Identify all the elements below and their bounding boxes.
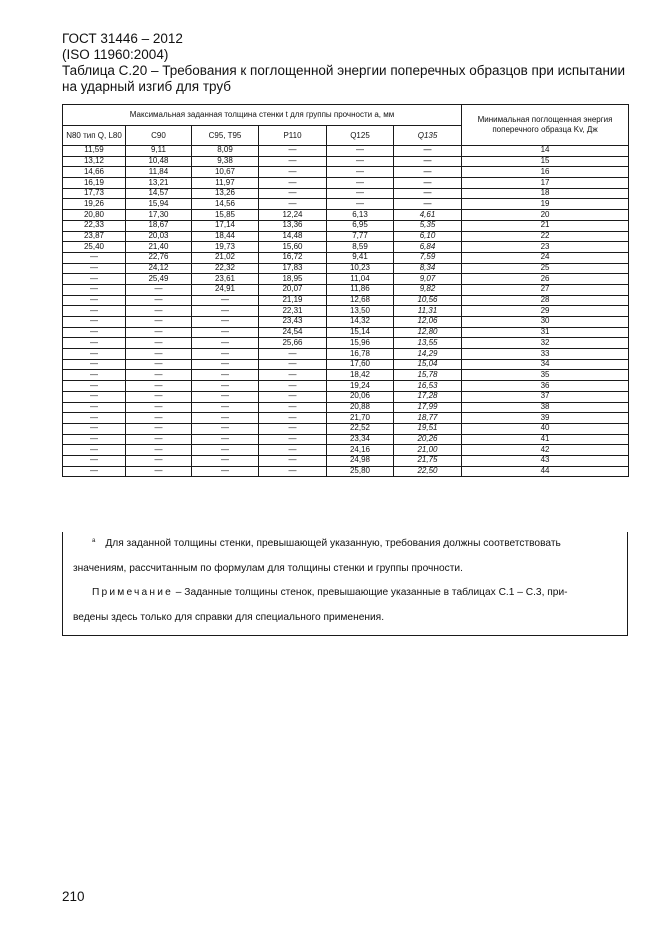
thickness-cell: 9,07: [394, 274, 462, 285]
thickness-cell: 15,96: [327, 338, 394, 349]
thickness-cell: 15,04: [394, 359, 462, 370]
table-row: [63, 146, 629, 157]
thickness-cell: 10,56: [394, 295, 462, 306]
footnote-text-1: Для заданной толщины стенки, превышающей указанную, требования должны соответствовать: [105, 538, 561, 549]
thickness-cell: —: [259, 466, 327, 477]
thickness-cell: —: [192, 306, 259, 317]
thickness-cell: 6,13: [327, 210, 394, 221]
energy-cell: 25: [462, 263, 629, 274]
table-row: [63, 317, 629, 328]
thickness-cell: 21,70: [327, 413, 394, 424]
table-row: [63, 263, 629, 274]
thickness-cell: 7,77: [327, 231, 394, 242]
thickness-cell: —: [192, 349, 259, 360]
thickness-cell: —: [327, 178, 394, 189]
thickness-cell: 19,26: [63, 199, 126, 210]
table-row: [63, 199, 629, 210]
thickness-cell: 18,42: [327, 370, 394, 381]
thickness-cell: 17,30: [126, 210, 192, 221]
thickness-cell: —: [63, 370, 126, 381]
thickness-cell: 16,19: [63, 178, 126, 189]
thickness-cell: 11,59: [63, 146, 126, 157]
thickness-cell: 20,26: [394, 434, 462, 445]
energy-cell: 16: [462, 167, 629, 178]
thickness-cell: 12,68: [327, 295, 394, 306]
thickness-cell: 22,50: [394, 466, 462, 477]
thickness-cell: 7,59: [394, 252, 462, 263]
thickness-cell: 23,61: [192, 274, 259, 285]
table-row: [63, 338, 629, 349]
thickness-cell: —: [394, 178, 462, 189]
thickness-cell: —: [126, 434, 192, 445]
energy-cell: 26: [462, 274, 629, 285]
thickness-cell: —: [394, 199, 462, 210]
thickness-cell: —: [259, 402, 327, 413]
table-body: [63, 146, 629, 477]
table-row: [63, 349, 629, 360]
thickness-cell: 13,36: [259, 220, 327, 231]
energy-requirements-table: [62, 104, 629, 477]
energy-cell: 31: [462, 327, 629, 338]
energy-cell: 42: [462, 445, 629, 456]
thickness-cell: —: [259, 349, 327, 360]
thickness-cell: 11,31: [394, 306, 462, 317]
energy-cell: 24: [462, 252, 629, 263]
thickness-cell: 14,66: [63, 167, 126, 178]
table-row: [63, 327, 629, 338]
energy-cell: 35: [462, 370, 629, 381]
thickness-cell: —: [192, 402, 259, 413]
thickness-cell: —: [259, 146, 327, 157]
thickness-cell: 13,50: [327, 306, 394, 317]
thickness-cell: —: [259, 188, 327, 199]
table-row: [63, 242, 629, 253]
thickness-cell: 19,24: [327, 381, 394, 392]
note-line-2: ведены здесь только для справки для специального применения.: [73, 612, 385, 623]
thickness-cell: —: [192, 381, 259, 392]
thickness-cell: —: [259, 455, 327, 466]
thickness-cell: —: [63, 338, 126, 349]
thickness-cell: —: [394, 156, 462, 167]
thickness-cell: 19,73: [192, 242, 259, 253]
table-row: [63, 455, 629, 466]
table-title-cont: на ударный изгиб для труб: [62, 79, 232, 94]
thickness-cell: —: [63, 413, 126, 424]
thickness-cell: —: [126, 413, 192, 424]
table-row: [63, 370, 629, 381]
thickness-cell: —: [394, 146, 462, 157]
table-row: [63, 381, 629, 392]
thickness-cell: 20,03: [126, 231, 192, 242]
thickness-cell: 13,21: [126, 178, 192, 189]
thickness-cell: —: [192, 434, 259, 445]
energy-cell: 30: [462, 317, 629, 328]
thickness-cell: 18,44: [192, 231, 259, 242]
thickness-cell: 24,98: [327, 455, 394, 466]
thickness-cell: —: [259, 156, 327, 167]
thickness-cell: 9,82: [394, 284, 462, 295]
thickness-cell: 6,95: [327, 220, 394, 231]
column-header: Q135: [394, 126, 462, 146]
thickness-cell: 6,84: [394, 242, 462, 253]
thickness-cell: —: [126, 349, 192, 360]
table-row: [63, 284, 629, 295]
thickness-cell: —: [126, 423, 192, 434]
thickness-cell: —: [192, 359, 259, 370]
thickness-cell: —: [126, 327, 192, 338]
thickness-cell: —: [63, 359, 126, 370]
thickness-cell: 20,80: [63, 210, 126, 221]
thickness-cell: —: [63, 317, 126, 328]
energy-cell: 33: [462, 349, 629, 360]
energy-cell: 20: [462, 210, 629, 221]
note-text-1: – Заданные толщины стенок, превышающие указанные в таблицах С.1 – С.3, при-: [172, 587, 568, 598]
thickness-cell: —: [259, 370, 327, 381]
thickness-cell: 6,10: [394, 231, 462, 242]
thickness-cell: 9,41: [327, 252, 394, 263]
energy-cell: 43: [462, 455, 629, 466]
energy-cell: 28: [462, 295, 629, 306]
energy-cell: 27: [462, 284, 629, 295]
thickness-cell: 8,09: [192, 146, 259, 157]
thickness-cell: —: [126, 391, 192, 402]
table-row: [63, 402, 629, 413]
thickness-cell: 24,16: [327, 445, 394, 456]
thickness-cell: —: [126, 338, 192, 349]
thickness-cell: 25,80: [327, 466, 394, 477]
column-header: C90: [126, 126, 192, 146]
thickness-cell: —: [192, 455, 259, 466]
thickness-cell: —: [63, 274, 126, 285]
table-row: [63, 445, 629, 456]
table-row: [63, 178, 629, 189]
thickness-cell: 19,51: [394, 423, 462, 434]
thickness-cell: —: [63, 284, 126, 295]
thickness-cell: 10,48: [126, 156, 192, 167]
thickness-cell: —: [394, 188, 462, 199]
energy-cell: 37: [462, 391, 629, 402]
thickness-cell: 16,78: [327, 349, 394, 360]
thickness-cell: 23,34: [327, 434, 394, 445]
thickness-cell: —: [63, 455, 126, 466]
table-row: [63, 434, 629, 445]
thickness-cell: —: [63, 295, 126, 306]
thickness-cell: —: [126, 317, 192, 328]
thickness-cell: 11,84: [126, 167, 192, 178]
thickness-cell: —: [192, 370, 259, 381]
thickness-cell: —: [192, 338, 259, 349]
thickness-cell: 15,60: [259, 242, 327, 253]
table-row: [63, 188, 629, 199]
thickness-cell: —: [259, 167, 327, 178]
thickness-cell: 21,19: [259, 295, 327, 306]
thickness-cell: —: [192, 466, 259, 477]
thickness-cell: —: [192, 317, 259, 328]
thickness-cell: 17,28: [394, 391, 462, 402]
thickness-cell: —: [259, 434, 327, 445]
table-row: [63, 295, 629, 306]
thickness-cell: 22,52: [327, 423, 394, 434]
thickness-cell: 25,40: [63, 242, 126, 253]
thickness-cell: 21,02: [192, 252, 259, 263]
thickness-cell: —: [63, 252, 126, 263]
energy-cell: 39: [462, 413, 629, 424]
thickness-cell: —: [126, 284, 192, 295]
column-header: C95, T95: [192, 126, 259, 146]
group-header: Максимальная заданная толщина стенки t для группы прочности a, мм: [63, 105, 462, 126]
thickness-cell: 10,67: [192, 167, 259, 178]
table-row: [63, 466, 629, 477]
thickness-cell: —: [63, 306, 126, 317]
thickness-cell: 25,49: [126, 274, 192, 285]
table-row: [63, 252, 629, 263]
column-header: Q125: [327, 126, 394, 146]
thickness-cell: 5,35: [394, 220, 462, 231]
thickness-cell: 16,72: [259, 252, 327, 263]
thickness-cell: —: [126, 402, 192, 413]
energy-cell: 38: [462, 402, 629, 413]
thickness-cell: —: [63, 327, 126, 338]
thickness-cell: 12,06: [394, 317, 462, 328]
energy-cell: 41: [462, 434, 629, 445]
thickness-cell: —: [126, 295, 192, 306]
table-row: [63, 306, 629, 317]
thickness-cell: —: [192, 391, 259, 402]
thickness-cell: 15,78: [394, 370, 462, 381]
thickness-cell: 23,43: [259, 317, 327, 328]
thickness-cell: 22,31: [259, 306, 327, 317]
thickness-cell: 14,32: [327, 317, 394, 328]
thickness-cell: 17,83: [259, 263, 327, 274]
thickness-cell: 17,14: [192, 220, 259, 231]
energy-cell: 29: [462, 306, 629, 317]
table-row: [63, 391, 629, 402]
thickness-cell: 21,00: [394, 445, 462, 456]
thickness-cell: —: [327, 167, 394, 178]
energy-cell: 17: [462, 178, 629, 189]
thickness-cell: —: [192, 445, 259, 456]
thickness-cell: —: [126, 466, 192, 477]
table-row: [63, 359, 629, 370]
thickness-cell: 21,40: [126, 242, 192, 253]
thickness-cell: 18,77: [394, 413, 462, 424]
thickness-cell: 22,32: [192, 263, 259, 274]
thickness-cell: 20,07: [259, 284, 327, 295]
thickness-cell: —: [126, 445, 192, 456]
thickness-cell: —: [63, 445, 126, 456]
thickness-cell: 17,73: [63, 188, 126, 199]
energy-cell: 32: [462, 338, 629, 349]
thickness-cell: 16,53: [394, 381, 462, 392]
thickness-cell: —: [126, 370, 192, 381]
thickness-cell: —: [126, 306, 192, 317]
thickness-cell: 25,66: [259, 338, 327, 349]
thickness-cell: 13,55: [394, 338, 462, 349]
table-row: [63, 413, 629, 424]
thickness-cell: 13,12: [63, 156, 126, 167]
note-label: Примечание: [92, 587, 173, 598]
thickness-cell: 23,87: [63, 231, 126, 242]
thickness-cell: —: [327, 146, 394, 157]
energy-cell: 22: [462, 231, 629, 242]
thickness-cell: 21,75: [394, 455, 462, 466]
thickness-cell: —: [259, 413, 327, 424]
thickness-cell: —: [327, 199, 394, 210]
energy-header: Минимальная поглощенная энергия поперечного образца Kv, Дж: [462, 105, 629, 146]
thickness-cell: —: [259, 391, 327, 402]
energy-cell: 36: [462, 381, 629, 392]
thickness-cell: —: [63, 423, 126, 434]
thickness-cell: —: [259, 381, 327, 392]
thickness-cell: 8,59: [327, 242, 394, 253]
document-header: [62, 31, 625, 95]
iso-reference: (ISO 11960:2004): [62, 47, 169, 62]
thickness-cell: —: [192, 423, 259, 434]
table-row: [63, 274, 629, 285]
thickness-cell: —: [126, 359, 192, 370]
thickness-cell: —: [394, 167, 462, 178]
energy-cell: 15: [462, 156, 629, 167]
page-number: 210: [62, 889, 85, 904]
thickness-cell: 15,85: [192, 210, 259, 221]
footnote-marker: a: [92, 538, 96, 544]
thickness-cell: 12,24: [259, 210, 327, 221]
energy-cell: 14: [462, 146, 629, 157]
table-row: [63, 220, 629, 231]
thickness-cell: —: [192, 295, 259, 306]
energy-cell: 40: [462, 423, 629, 434]
note-line-1: [92, 587, 568, 598]
thickness-cell: 20,06: [327, 391, 394, 402]
table-row: [63, 423, 629, 434]
thickness-cell: —: [63, 391, 126, 402]
thickness-cell: —: [259, 445, 327, 456]
standard-number: ГОСТ 31446 – 2012: [62, 31, 183, 46]
thickness-cell: 11,97: [192, 178, 259, 189]
notes-block: [62, 532, 628, 636]
column-header: N80 тип Q, L80: [63, 126, 126, 146]
thickness-cell: —: [259, 178, 327, 189]
thickness-cell: 14,56: [192, 199, 259, 210]
thickness-cell: 10,23: [327, 263, 394, 274]
thickness-cell: —: [327, 156, 394, 167]
footnote-line-1: [92, 538, 561, 549]
thickness-cell: 20,88: [327, 402, 394, 413]
thickness-cell: —: [192, 413, 259, 424]
thickness-cell: 17,99: [394, 402, 462, 413]
thickness-cell: 9,11: [126, 146, 192, 157]
thickness-cell: 22,76: [126, 252, 192, 263]
thickness-cell: 12,80: [394, 327, 462, 338]
thickness-cell: —: [259, 359, 327, 370]
thickness-cell: —: [63, 402, 126, 413]
energy-cell: 18: [462, 188, 629, 199]
thickness-cell: 11,86: [327, 284, 394, 295]
energy-cell: 34: [462, 359, 629, 370]
energy-cell: 19: [462, 199, 629, 210]
thickness-cell: 11,04: [327, 274, 394, 285]
energy-cell: 21: [462, 220, 629, 231]
thickness-cell: 24,91: [192, 284, 259, 295]
thickness-cell: —: [192, 327, 259, 338]
thickness-cell: 18,95: [259, 274, 327, 285]
thickness-cell: 24,12: [126, 263, 192, 274]
thickness-cell: —: [63, 381, 126, 392]
energy-cell: 44: [462, 466, 629, 477]
thickness-cell: —: [126, 455, 192, 466]
thickness-cell: 14,57: [126, 188, 192, 199]
thickness-cell: 17,60: [327, 359, 394, 370]
thickness-cell: —: [259, 423, 327, 434]
table-row: [63, 156, 629, 167]
thickness-cell: 9,38: [192, 156, 259, 167]
table-row: [63, 210, 629, 221]
column-header: P110: [259, 126, 327, 146]
footnote-line-2: значениям, рассчитанным по формулам для толщины стенки и группы прочности.: [73, 563, 463, 574]
thickness-cell: 4,61: [394, 210, 462, 221]
thickness-cell: 18,67: [126, 220, 192, 231]
table-row: [63, 231, 629, 242]
thickness-cell: 22,33: [63, 220, 126, 231]
thickness-cell: 24,54: [259, 327, 327, 338]
thickness-cell: 8,34: [394, 263, 462, 274]
thickness-cell: —: [126, 381, 192, 392]
thickness-cell: —: [63, 263, 126, 274]
thickness-cell: —: [63, 434, 126, 445]
thickness-cell: 15,94: [126, 199, 192, 210]
thickness-cell: 13,26: [192, 188, 259, 199]
thickness-cell: 15,14: [327, 327, 394, 338]
table-row: [63, 167, 629, 178]
table-title: Таблица С.20 – Требования к поглощенной энергии поперечных образцов при испытании: [62, 63, 626, 78]
energy-cell: 23: [462, 242, 629, 253]
thickness-cell: 14,29: [394, 349, 462, 360]
thickness-cell: 14,48: [259, 231, 327, 242]
thickness-cell: —: [63, 349, 126, 360]
thickness-cell: —: [63, 466, 126, 477]
thickness-cell: —: [327, 188, 394, 199]
thickness-cell: —: [259, 199, 327, 210]
